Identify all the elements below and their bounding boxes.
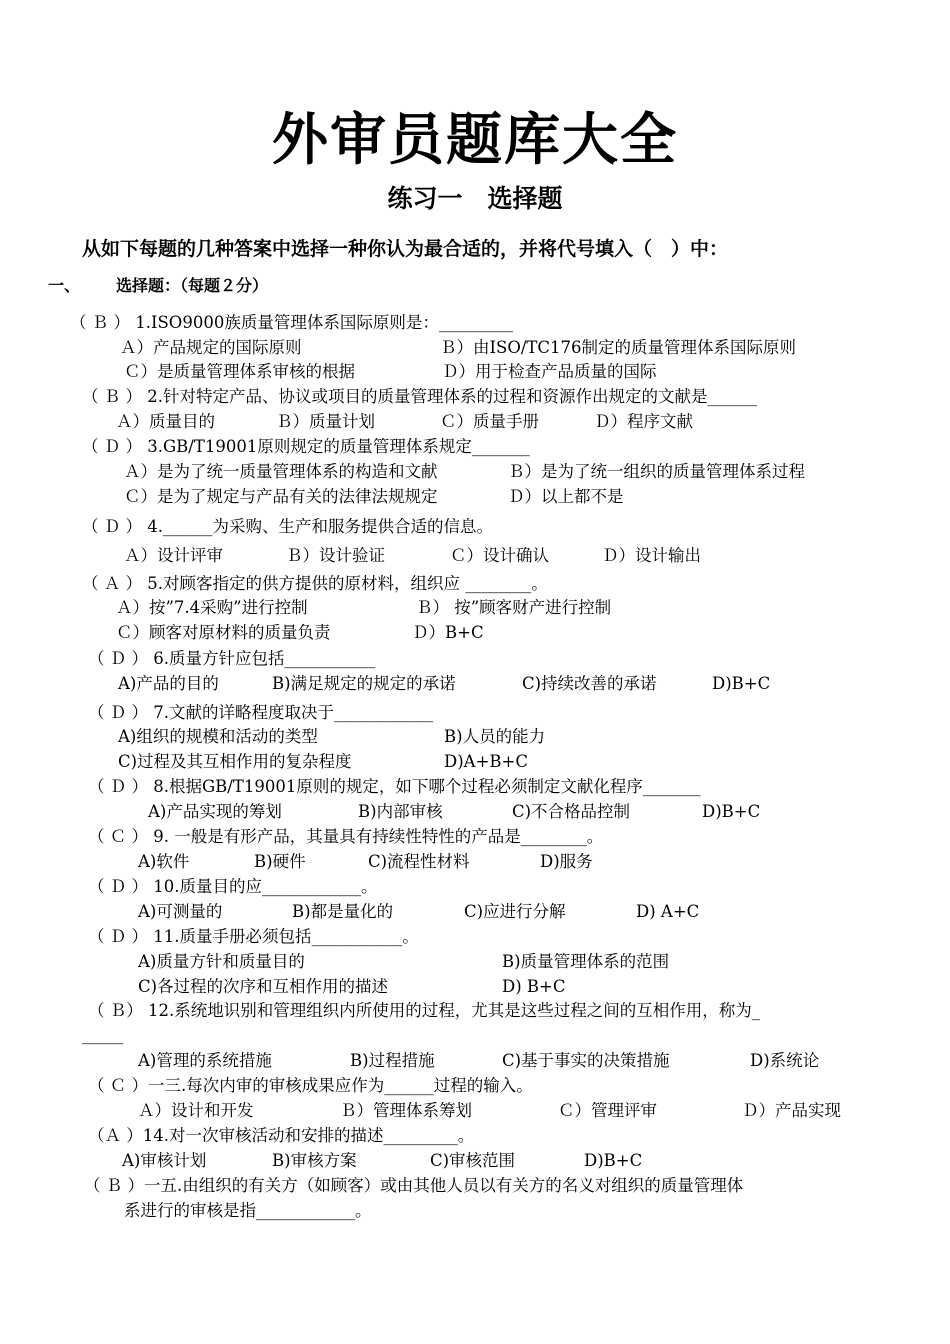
question-2-option-b: Ｂ）质量计划	[276, 412, 375, 431]
question-6-option-c: C)持续改善的承诺	[522, 674, 657, 693]
question-6-option-b: B)满足规定的规定的承诺	[272, 674, 456, 693]
question-4-option-a: Ａ）设计评审	[124, 546, 223, 565]
question-1: （ Ｂ ） 1.ISO9000族质量管理体系国际原则是：_________	[70, 313, 514, 332]
question-4-option-c: Ｃ）设计确认	[450, 546, 549, 565]
question-14-option-b: B)审核方案	[272, 1151, 357, 1170]
question-11-option-d: D) B+C	[502, 977, 566, 996]
question-13-option-b: Ｂ）管理体系筹划	[340, 1101, 472, 1120]
section-number: 一、	[48, 276, 81, 295]
question-14: （Ａ ）14.对一次审核活动和安排的描述_________。	[88, 1126, 475, 1145]
question-8-option-b: B)内部审核	[358, 802, 443, 821]
question-11-option-b: B)质量管理体系的范围	[502, 952, 670, 971]
question-10-option-d: D) A+C	[636, 902, 700, 921]
question-7-option-c: C)过程及其互相作用的复杂程度	[118, 752, 352, 771]
question-5-option-b: Ｂ） 按”顾客财产进行控制	[416, 598, 612, 617]
instruction-text: 从如下每题的几种答案中选择一种你认为最合适的，并将代号填入（ ）中：	[82, 238, 729, 260]
question-3-option-d: Ｄ）以上都不是	[508, 487, 624, 506]
question-10: （ Ｄ ） 10.质量目的应____________。	[88, 877, 378, 896]
question-6: （ Ｄ ） 6.质量方针应包括___________	[88, 649, 376, 668]
question-8-option-c: C)不合格品控制	[512, 802, 631, 821]
question-3-option-c: Ｃ）是为了规定与产品有关的法律法规规定	[124, 487, 438, 506]
question-10-option-c: C)应进行分解	[464, 902, 566, 921]
exercise-subtitle: 练习一 选择题	[387, 184, 563, 213]
question-5: （ Ａ ） 5.对顾客指定的供方提供的原材料，组织应 ________。	[82, 574, 548, 593]
document-title: 外审员题库大全	[272, 107, 678, 173]
question-4-option-b: Ｂ）设计验证	[286, 546, 385, 565]
question-8: （ Ｄ ） 8.根据GB/T19001原则的规定，如下哪个过程必须制定文献化程序_______	[88, 777, 701, 796]
question-6-option-a: A)产品的目的	[118, 674, 219, 693]
question-15: （ Ｂ ）一五.由组织的有关方（如顾客）或由其他人员以有关方的名义对组织的质量管理体	[84, 1176, 744, 1195]
question-10-option-b: B)都是量化的	[292, 902, 394, 921]
question-12-option-c: C)基于事实的决策措施	[502, 1051, 670, 1070]
question-12-option-b: B)过程措施	[350, 1051, 435, 1070]
question-13-option-d: Ｄ）产品实现	[742, 1101, 841, 1120]
question-5-option-d: Ｄ）B+C	[412, 623, 484, 642]
question-12: （ Ｂ） 12.系统地识别和管理组织内所使用的过程，尤其是这些过程之间的互相作用，称为_	[88, 1001, 760, 1020]
question-9-option-c: C)流程性材料	[368, 852, 470, 871]
question-1-option-d: Ｄ）用于检查产品质量的国际	[442, 362, 657, 381]
question-13-option-c: Ｃ）管理评审	[558, 1101, 657, 1120]
question-3-option-b: Ｂ）是为了统一组织的质量管理体系过程	[508, 462, 805, 481]
question-3-option-a: Ａ）是为了统一质量管理体系的构造和文献	[124, 462, 438, 481]
question-9-option-d: D)服务	[540, 852, 593, 871]
question-14-option-d: D)B+C	[584, 1151, 643, 1170]
question-7-option-b: B)人员的能力	[444, 727, 546, 746]
question-1-option-a: Ａ）产品规定的国际原则	[120, 338, 302, 357]
question-1-option-c: Ｃ）是质量管理体系审核的根据	[124, 362, 355, 381]
question-8-option-a: A)产品实现的筹划	[148, 802, 282, 821]
question-1-option-b: Ｂ）由ISO/TC176制定的质量管理体系国际原则	[440, 338, 797, 357]
question-7-option-a: A)组织的规模和活动的类型	[118, 727, 318, 746]
question-5-option-a: Ａ）按”7.4采购”进行控制	[116, 598, 308, 617]
question-13-option-a: Ａ）设计和开发	[138, 1101, 254, 1120]
question-2-option-d: Ｄ）程序文献	[594, 412, 693, 431]
question-4: （ Ｄ ） 4.______为采购、生产和服务提供合适的信息。	[82, 517, 493, 536]
question-9-option-a: A)软件	[138, 852, 190, 871]
question-8-option-d: D)B+C	[702, 802, 761, 821]
question-14-option-a: A)审核计划	[122, 1151, 207, 1170]
question-2-option-a: Ａ）质量目的	[116, 412, 215, 431]
question-11-option-c: C)各过程的次序和互相作用的描述	[138, 977, 389, 996]
question-7-option-d: D)A+B+C	[444, 752, 528, 771]
question-6-option-d: D)B+C	[712, 674, 771, 693]
question-15-continuation: 系进行的审核是指____________。	[124, 1201, 372, 1220]
question-11: （ Ｄ ） 11.质量手册必须包括___________。	[88, 927, 419, 946]
question-13: （ Ｃ ）一三.每次内审的审核成果应作为______过程的输入。	[88, 1076, 533, 1095]
question-9: （ Ｃ ） 9. 一般是有形产品，其量具有持续性特性的产品是________。	[88, 827, 604, 846]
question-2: （ Ｂ ） 2.针对特定产品、协议或项目的质量管理体系的过程和资源作出规定的文献是______	[82, 387, 757, 406]
question-2-option-c: Ｃ）质量手册	[440, 412, 539, 431]
question-11-option-a: A)质量方针和质量目的	[138, 952, 305, 971]
question-14-option-c: C)审核范围	[430, 1151, 516, 1170]
question-12-option-a: A)管理的系统措施	[138, 1051, 272, 1070]
question-7: （ Ｄ ） 7.文献的详略程度取决于____________	[88, 703, 433, 722]
question-4-option-d: Ｄ）设计输出	[602, 546, 701, 565]
question-12-option-d: D)系统论	[750, 1051, 820, 1070]
section-label: 选择题：（每题２分）	[116, 276, 269, 295]
question-12-continuation: _____	[82, 1025, 124, 1044]
question-3: （ Ｄ ） 3.GB/T19001原则规定的质量管理体系规定_______	[82, 437, 530, 456]
question-10-option-a: A)可测量的	[138, 902, 223, 921]
question-9-option-b: B)硬件	[254, 852, 306, 871]
question-5-option-c: Ｃ）顾客对原材料的质量负责	[116, 623, 331, 642]
